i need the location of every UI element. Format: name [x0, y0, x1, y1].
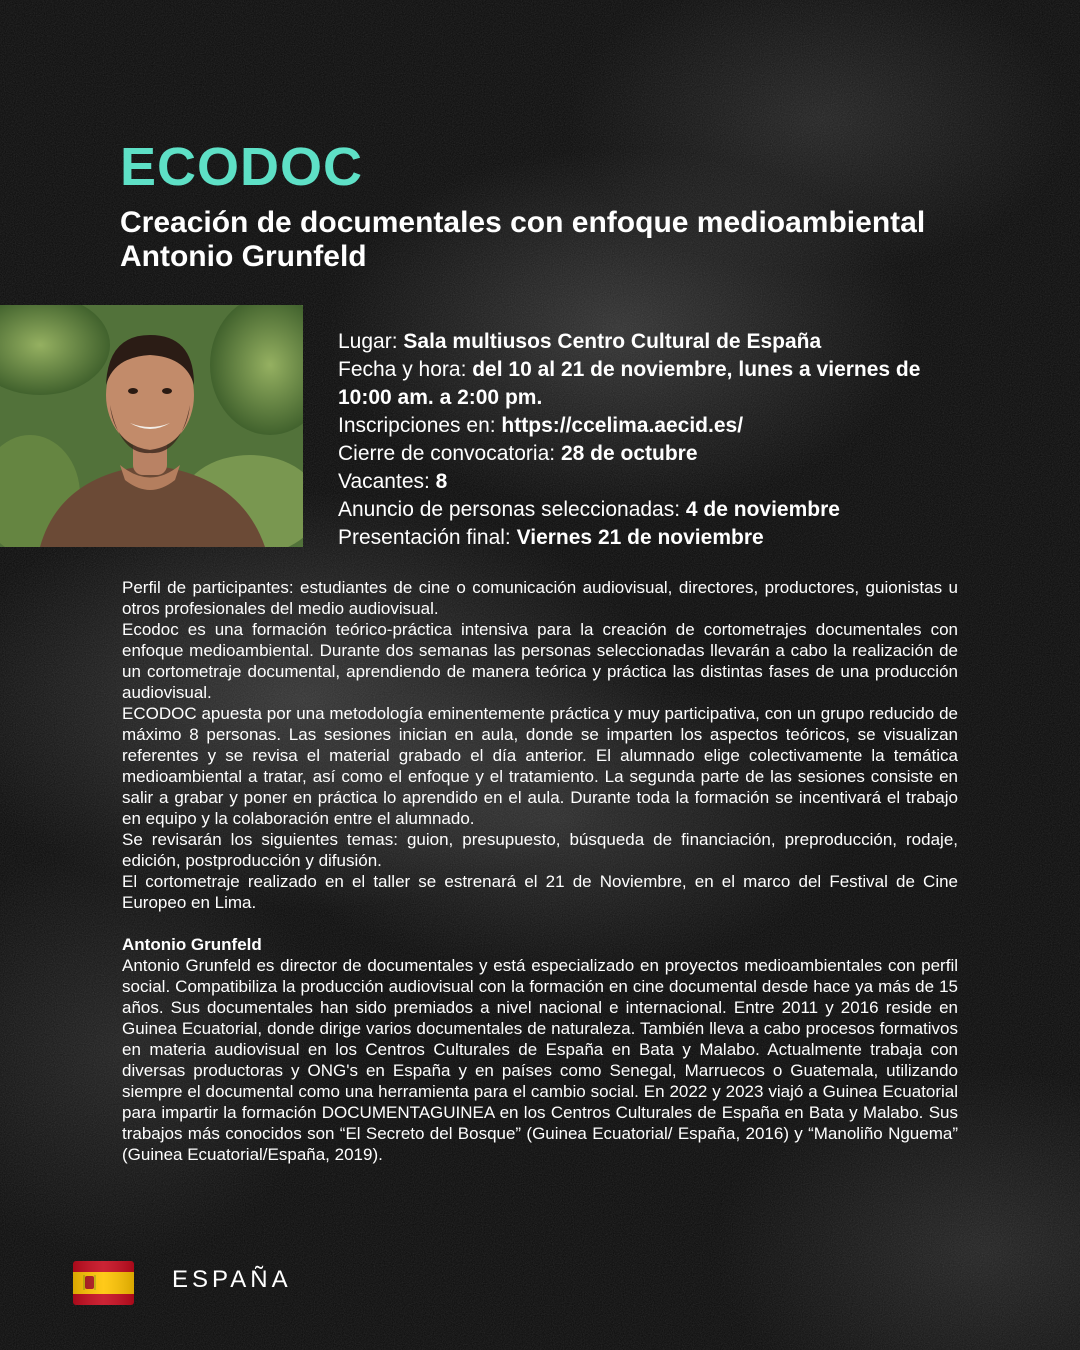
- detail-vacantes: Vacantes: 8: [338, 470, 448, 493]
- detail-cierre: Cierre de convocatoria: 28 de octubre: [338, 442, 698, 465]
- description-paragraph: ECODOC apuesta por una metodología eminentemente práctica y muy participativa, con un grupo reducido de máximo 8 personas. Las sesiones inician en aula, donde se imparten los aspectos teóricos, se visualizan referentes y se revisa el material grabado el día anterior. El alumnado elige colectivamente la temática medioambiental a tratar, así como el enfoque y el tratamiento. La segunda parte de las sesiones consiste en salir a grabar y poner en práctica lo aprendido en el aula. Durante toda la formación se incentivará el trabajo en equipo y la colaboración entre el alumnado.: [122, 704, 958, 828]
- spain-flag-icon: [73, 1261, 134, 1305]
- instructor-name: Antonio Grunfeld: [120, 240, 367, 273]
- description-paragraph: Ecodoc es una formación teórico-práctica intensiva para la creación de cortometrajes documentales con enfoque medioambiental. Durante dos semanas las personas seleccionadas llevarán a cabo la realización de un cortometraje documental, aprendiendo de manera teórica y práctica las distintas fases de una producción audiovisual.: [122, 620, 958, 702]
- instructor-photo: [0, 305, 303, 547]
- description-paragraph: El cortometraje realizado en el taller se estrenará el 21 de Noviembre, en el marco del Festival de Cine Europeo en Lima.: [122, 872, 958, 912]
- registration-link[interactable]: https://ccelima.aecid.es/: [501, 414, 744, 437]
- detail-presentacion: Presentación final: Viernes 21 de noviembre: [338, 526, 764, 549]
- bio-heading: Antonio Grunfeld: [122, 935, 262, 954]
- detail-fecha-hora: Fecha y hora: del 10 al 21 de noviembre, lunes a viernes de 10:00 am. a 2:00 pm.: [338, 358, 921, 409]
- subtitle: [120, 206, 980, 274]
- detail-anuncio: Anuncio de personas seleccionadas: 4 de noviembre: [338, 498, 840, 521]
- spacer: [122, 913, 958, 934]
- detail-inscripciones: Inscripciones en: https://ccelima.aecid.es/: [338, 414, 744, 437]
- page-title: ECODOC: [120, 137, 364, 197]
- bio-paragraph: Antonio Grunfeld es director de documentales y está especializado en proyectos medioambientales con perfil social. Compatibiliza la producción audiovisual con la formación en cine documental desde hace ya más de 15 años. Sus documentales han sido premiados a nivel nacional e internacional. Entre 2011 y 2016 reside en Guinea Ecuatorial, donde dirige varios documentales de naturaleza. También lleva a cabo procesos formativos en materia audiovisual en los Centros Culturales de España en Bata y Malabo. Actualmente trabaja con diversas productoras y ONG's en España y en países como Senegal, Marruecos o Guatemala, utilizando siempre el documental como una herramienta para el cambio social. En 2022 y 2023 viajó a Guinea Ecuatorial para impartir la formación DOCUMENTAGUINEA en los Centros Culturales de España en Bata y Malabo. Sus trabajos más conocidos son “El Secreto del Bosque” (Guinea Ecuatorial/ España, 2016) y “Manoliño Nguema” (Guinea Ecuatorial/España, 2019).: [122, 956, 958, 1164]
- country-label: ESPAÑA: [172, 1266, 292, 1293]
- detail-lugar: Lugar: Sala multiusos Centro Cultural de España: [338, 330, 822, 353]
- participant-profile: Perfil de participantes: estudiantes de cine o comunicación audiovisual, directores, productores, guionistas u otros profesionales del medio audiovisual.: [122, 578, 958, 618]
- course-name: Creación de documentales con enfoque medioambiental: [120, 206, 926, 239]
- description-paragraph: Se revisarán los siguientes temas: guion, presupuesto, búsqueda de financiación, preproducción, rodaje, edición, postproducción y difusión.: [122, 830, 958, 870]
- event-details: [338, 328, 958, 552]
- portrait-illustration: [0, 305, 303, 547]
- description: [122, 577, 958, 1165]
